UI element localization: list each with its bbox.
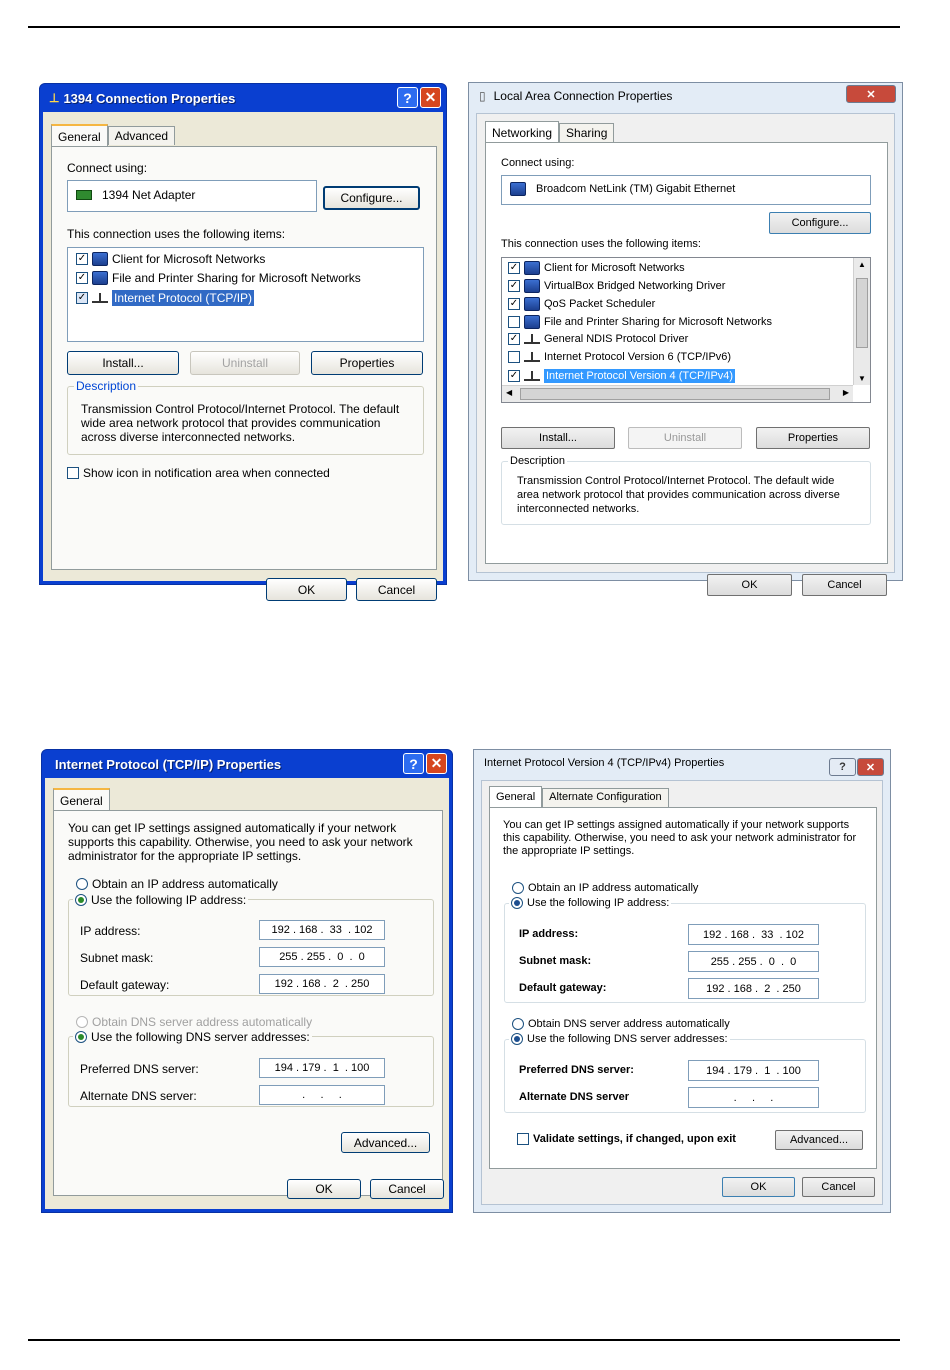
tab-general[interactable]: General (51, 124, 108, 146)
validate-settings-option[interactable] (517, 1133, 736, 1145)
default-gateway-input[interactable]: 192 . 168 . 2 . 250 (688, 978, 819, 999)
items-label: This connection uses the following items: (67, 227, 286, 241)
obtain-dns-label: Obtain DNS server address automatically (92, 1015, 313, 1029)
radio-selected[interactable] (511, 897, 523, 909)
obtain-ip-option[interactable] (512, 882, 698, 894)
dialog-title: 1394 Connection Properties (63, 90, 236, 106)
radio-unselected[interactable] (512, 1018, 524, 1030)
tab-strip (51, 123, 175, 145)
close-button[interactable]: ✕ (420, 87, 441, 108)
close-button[interactable]: ✕ (857, 758, 884, 776)
show-icon-label: Show icon in notification area when connected (83, 466, 330, 480)
list-item[interactable] (508, 279, 725, 293)
connect-using-label: Connect using: (501, 157, 575, 169)
ip-address-label: IP address: (519, 928, 579, 940)
protocol-icon (524, 334, 540, 344)
use-dns-label: Use the following DNS server addresses: (91, 1030, 310, 1044)
scroll-right-arrow-icon[interactable]: ▶ (842, 388, 849, 397)
help-button[interactable]: ? (829, 758, 856, 776)
description-label: Description (510, 455, 566, 467)
use-dns-legend[interactable] (73, 1029, 312, 1044)
item-label: VirtualBox Bridged Networking Driver (544, 280, 726, 292)
file-sharing-icon (92, 271, 108, 285)
file-sharing-icon (524, 315, 540, 329)
close-button[interactable]: ✕ (426, 753, 447, 774)
properties-button[interactable]: Properties (311, 351, 423, 375)
item-label: General NDIS Protocol Driver (544, 333, 689, 345)
checkbox-unchecked[interactable] (508, 351, 520, 363)
preferred-dns-input[interactable]: 194 . 179 . 1 . 100 (688, 1060, 819, 1081)
list-item[interactable] (76, 252, 265, 266)
scrollbar-thumb[interactable] (856, 278, 868, 348)
description-label: Description (76, 379, 137, 393)
use-ip-legend[interactable] (73, 892, 248, 907)
alternate-dns-input[interactable]: . . . (688, 1087, 819, 1108)
ok-button[interactable]: OK (287, 1179, 361, 1199)
ok-button[interactable]: OK (707, 574, 792, 596)
preferred-dns-label: Preferred DNS server: (519, 1064, 634, 1076)
list-item[interactable] (508, 351, 731, 363)
install-button[interactable]: Install... (501, 427, 615, 449)
network-icon: ⊥ (49, 91, 60, 105)
adapter-icon (510, 182, 526, 196)
dialog-title: Internet Protocol Version 4 (TCP/IPv4) Properties (484, 757, 725, 769)
dialog-1394-connection-properties (39, 83, 447, 597)
radio-selected[interactable] (511, 1033, 523, 1045)
connect-using-label: Connect using: (67, 161, 148, 175)
tab-strip (489, 785, 669, 807)
dialog-body (43, 112, 443, 597)
default-gateway-label: Default gateway: (519, 982, 607, 994)
obtain-ip-label: Obtain an IP address automatically (92, 877, 278, 891)
obtain-ip-option[interactable] (76, 877, 278, 891)
scroll-up-arrow-icon[interactable]: ▲ (858, 260, 866, 269)
tab-panel (485, 142, 888, 564)
dialog-body (481, 780, 883, 1205)
tab-alternate-configuration[interactable]: Alternate Configuration (542, 788, 669, 807)
uninstall-button[interactable]: Uninstall (628, 427, 742, 449)
preferred-dns-label: Preferred DNS server: (80, 1062, 199, 1076)
ip-address-label: IP address: (80, 924, 141, 938)
checkbox-unchecked[interactable] (517, 1133, 529, 1145)
item-label: Client for Microsoft Networks (112, 252, 266, 266)
protocol-icon (92, 293, 108, 303)
configure-button[interactable]: Configure... (323, 186, 420, 210)
subnet-mask-label: Subnet mask: (519, 955, 592, 967)
dialog-body (476, 113, 895, 591)
tab-networking[interactable]: Networking (485, 121, 559, 143)
obtain-ip-label: Obtain an IP address automatically (528, 882, 699, 894)
install-button[interactable]: Install... (67, 351, 179, 375)
close-button[interactable]: ✕ (846, 85, 896, 103)
protocol-icon (524, 352, 540, 362)
dialog-title: Internet Protocol (TCP/IP) Properties (55, 756, 282, 772)
ok-button[interactable]: OK (722, 1177, 795, 1197)
components-list[interactable] (501, 257, 871, 403)
radio-disabled[interactable] (76, 1016, 88, 1028)
checkbox-checked[interactable]: ✓ (509, 280, 519, 291)
tab-panel (489, 807, 877, 1169)
checkbox-checked[interactable]: ✓ (77, 292, 87, 303)
configure-button[interactable]: Configure... (769, 212, 871, 234)
list-item-selected[interactable] (76, 290, 254, 306)
use-ip-label: Use the following IP address: (91, 893, 247, 907)
scrollbar-thumb[interactable] (520, 388, 830, 400)
list-item[interactable] (508, 297, 655, 311)
cancel-button[interactable]: Cancel (356, 578, 437, 601)
adapter-card-icon (76, 190, 92, 200)
subnet-mask-input[interactable]: 255 . 255 . 0 . 0 (688, 951, 819, 972)
item-label: Client for Microsoft Networks (544, 262, 685, 274)
advanced-button[interactable]: Advanced... (341, 1132, 430, 1153)
cancel-button[interactable]: Cancel (802, 1177, 875, 1197)
tab-panel (53, 810, 443, 1196)
radio-unselected[interactable] (76, 878, 88, 890)
item-label: Internet Protocol Version 6 (TCP/IPv6) (544, 351, 732, 363)
horizontal-scrollbar[interactable] (502, 385, 853, 402)
uninstall-button[interactable]: Uninstall (190, 351, 300, 375)
list-item[interactable] (508, 333, 688, 345)
scroll-left-arrow-icon[interactable]: ◀ (506, 388, 513, 397)
description-text: Transmission Control Protocol/Internet Protocol. The default wide area network protocol that provides communication across diverse interconnected networks. (517, 475, 840, 515)
alternate-dns-label: Alternate DNS server (519, 1091, 630, 1103)
validate-settings-label: Validate settings, if changed, upon exit (533, 1133, 736, 1145)
tab-general[interactable]: General (53, 788, 110, 810)
client-network-icon (524, 261, 540, 275)
items-label: This connection uses the following items: (501, 238, 701, 250)
obtain-dns-option[interactable] (512, 1018, 730, 1030)
help-button[interactable]: ? (403, 753, 424, 774)
list-item[interactable] (508, 261, 685, 275)
ip-address-input[interactable]: 192 . 168 . 33 . 102 (259, 920, 385, 940)
vertical-scrollbar[interactable] (853, 258, 870, 385)
title-bar[interactable] (43, 84, 443, 112)
checkbox-checked[interactable]: ✓ (509, 370, 519, 381)
list-item-selected[interactable] (508, 369, 735, 383)
dialog-title: Local Area Connection Properties (493, 89, 673, 103)
alternate-dns-input[interactable]: . . . (259, 1085, 385, 1105)
help-button[interactable]: ? (397, 87, 418, 108)
network-icon: ▯ (479, 89, 486, 103)
ok-button[interactable]: OK (266, 578, 347, 601)
radio-unselected[interactable] (512, 882, 524, 894)
checkbox-checked[interactable]: ✓ (509, 298, 519, 309)
title-bar[interactable] (474, 750, 890, 776)
use-dns-label: Use the following DNS server addresses: (527, 1033, 728, 1045)
ip-address-input[interactable]: 192 . 168 . 33 . 102 (688, 924, 819, 945)
tab-sharing[interactable]: Sharing (559, 123, 614, 142)
show-icon-option[interactable] (67, 466, 330, 480)
subnet-mask-label: Subnet mask: (80, 951, 154, 965)
checkbox-checked[interactable]: ✓ (509, 333, 519, 344)
dialog-body (45, 778, 449, 1209)
subnet-mask-input[interactable]: 255 . 255 . 0 . 0 (259, 947, 385, 967)
item-label: File and Printer Sharing for Microsoft Networks (544, 316, 773, 328)
use-dns-legend[interactable] (509, 1033, 730, 1045)
intro-text: You can get IP settings assigned automatically if your network supports this capability. Otherwise, you need to ask your network administrator for the appropriate IP settings. (503, 819, 857, 857)
title-bar[interactable] (469, 83, 902, 109)
use-ip-label: Use the following IP address: (527, 897, 670, 909)
tab-advanced[interactable]: Advanced (108, 126, 175, 145)
checkbox-checked[interactable]: ✓ (509, 262, 519, 273)
adapter-name: 1394 Net Adapter (102, 188, 196, 202)
cancel-button[interactable]: Cancel (370, 1179, 444, 1199)
obtain-dns-option[interactable] (76, 1015, 312, 1029)
dialog-tcpip-properties (41, 749, 453, 1213)
bottom-rule (28, 1339, 900, 1341)
item-label: QoS Packet Scheduler (544, 298, 656, 310)
adapter-name: Broadcom NetLink (TM) Gigabit Ethernet (536, 183, 736, 195)
tab-panel (51, 146, 437, 570)
qos-scheduler-icon (524, 297, 540, 311)
preferred-dns-input[interactable]: 194 . 179 . 1 . 100 (259, 1058, 385, 1078)
protocol-icon (524, 371, 540, 381)
dialog-tcpipv4-properties (473, 749, 891, 1213)
radio-selected[interactable] (75, 894, 87, 906)
item-label: File and Printer Sharing for Microsoft Networks (112, 271, 361, 285)
components-list[interactable] (67, 247, 424, 342)
cancel-button[interactable]: Cancel (802, 574, 887, 596)
dialog-local-area-connection-properties (468, 82, 903, 591)
adapter-field (67, 180, 317, 212)
checkbox-checked[interactable]: ✓ (77, 253, 87, 264)
adapter-field (501, 175, 871, 205)
properties-button[interactable]: Properties (756, 427, 870, 449)
item-label: Internet Protocol Version 4 (TCP/IPv4) (546, 370, 734, 382)
intro-text: You can get IP settings assigned automatically if your network supports this capability. Otherwise, you need to ask your network administrator for the appropriate IP settings. (68, 821, 413, 863)
client-network-icon (92, 252, 108, 266)
tab-general[interactable]: General (489, 786, 542, 808)
top-rule (28, 26, 900, 28)
list-item[interactable] (76, 271, 361, 285)
title-bar[interactable] (45, 750, 449, 778)
checkbox-unchecked[interactable] (508, 316, 520, 328)
bridged-driver-icon (524, 279, 540, 293)
tab-strip (53, 787, 110, 809)
description-text: Transmission Control Protocol/Internet Protocol. The default wide area network protocol that provides communication across diverse interconnected networks. (81, 402, 400, 444)
alternate-dns-label: Alternate DNS server: (80, 1089, 197, 1103)
item-label: Internet Protocol (TCP/IP) (114, 291, 253, 305)
advanced-button[interactable]: Advanced... (775, 1130, 863, 1150)
default-gateway-label: Default gateway: (80, 978, 170, 992)
list-item[interactable] (508, 315, 772, 329)
checkbox-unchecked[interactable] (67, 467, 79, 479)
radio-selected[interactable] (75, 1031, 87, 1043)
obtain-dns-label: Obtain DNS server address automatically (528, 1018, 730, 1030)
default-gateway-input[interactable]: 192 . 168 . 2 . 250 (259, 974, 385, 994)
use-ip-legend[interactable] (509, 897, 671, 909)
tab-strip (485, 120, 614, 142)
checkbox-checked[interactable]: ✓ (77, 272, 87, 283)
scroll-down-arrow-icon[interactable]: ▼ (858, 374, 866, 383)
